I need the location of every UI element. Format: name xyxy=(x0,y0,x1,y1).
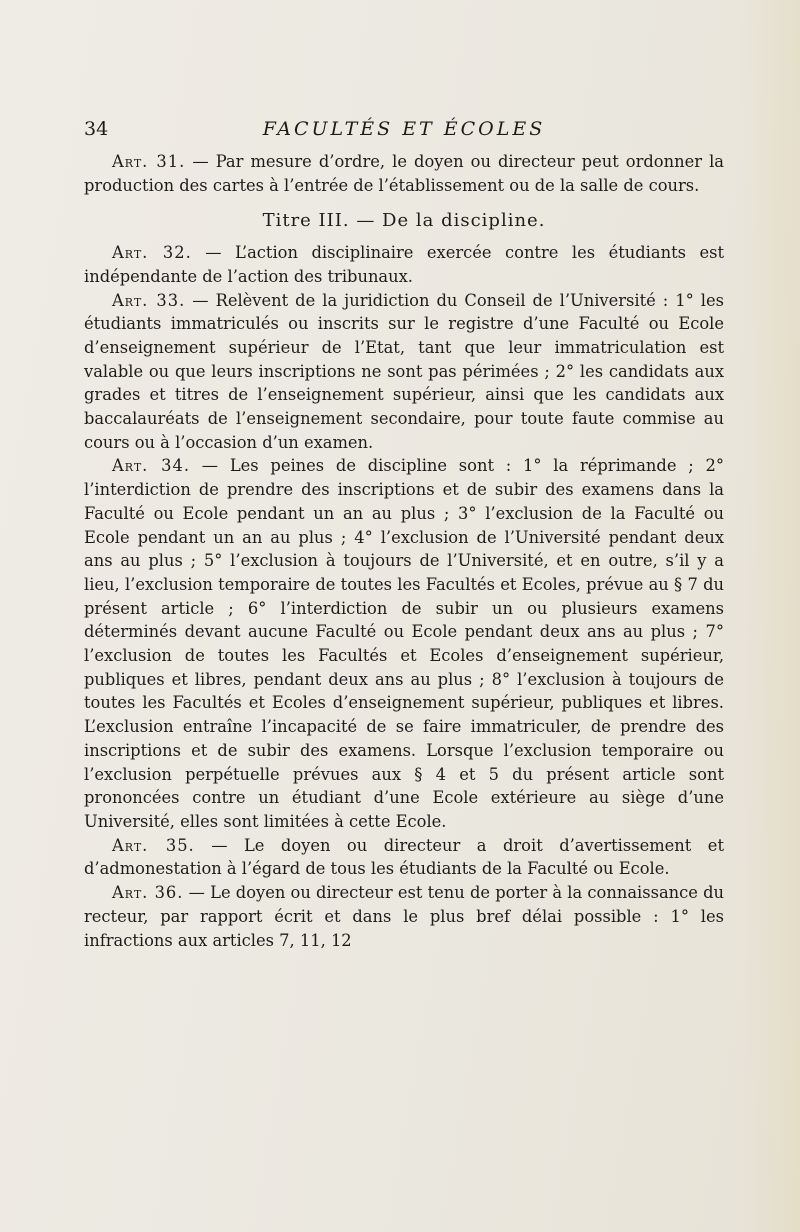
section-title: Titre III. — De la discipline. xyxy=(262,210,546,232)
article-label: Art. 31. xyxy=(112,152,186,171)
page-body xyxy=(84,150,724,952)
article-33 xyxy=(84,289,724,455)
article-text: — Par mesure d’ordre, le doyen ou directeur peut ordonner la production des cartes à l’entrée de l’établissement ou de la salle de cours. xyxy=(84,152,724,195)
article-label: Art. 35. xyxy=(112,835,195,855)
article-32 xyxy=(84,241,724,288)
article-31 xyxy=(84,150,724,197)
article-text: — Le doyen ou directeur est tenu de porter à la connaissance du recteur, par rapport écrit et dans le plus bref délai possible : 1° les infractions aux articles 7, 11, 12 xyxy=(84,883,724,950)
article-label: Art. 32. xyxy=(112,243,192,263)
page-header xyxy=(84,118,724,148)
running-title: FACULTÉS ET ÉCOLES xyxy=(262,118,546,140)
article-label: Art. 33. xyxy=(112,290,186,310)
article-text: — Relèvent de la juridiction du Conseil de l’Université : 1° les étudiants immatriculés ou inscrits sur le registre d’une Faculté ou Ecole d’enseignement supérieur de l’Etat, tant que leur immatriculation est valable ou que leurs inscriptions ne sont pas périmées ; 2° les candidats aux grades et titres de l’enseignement supérieur, ainsi que les candidats aux baccalauréats de l’enseignement secondaire, pour toute faute commise au cours ou à l’occasion d’un examen. xyxy=(84,290,724,452)
article-label: Art. 36. xyxy=(112,883,184,903)
article-text: — Le doyen ou directeur a droit d’avertissement et d’admonestation à l’égard de tous les étudiants de la Faculté ou Ecole. xyxy=(84,835,724,879)
article-36 xyxy=(84,881,724,952)
article-35 xyxy=(84,834,724,881)
article-text: — L’action disciplinaire exercée contre les étudiants est indépendante de l’action des tribunaux. xyxy=(84,243,724,286)
page-number: 34 xyxy=(84,118,109,140)
article-label: Art. 34. xyxy=(112,456,191,476)
article-text: — Les peines de discipline sont : 1° la réprimande ; 2° l’interdiction de prendre des inscriptions et de subir des examens dans la Faculté ou Ecole pendant un an au plus ; 3° l’exclusion de la Faculté ou Ecole pendant un an au plus ; 4° l’exclusion de l’Université pendant deux ans au plus ; 5° l’exclusion à toujours de l’Université, et en outre, s’il y a lieu, l’exclusion temporaire de toutes les Facultés et Ecoles, prévue au § 7 du présent article ; 6° l’interdiction de subir un ou plusieurs examens déterminés devant aucune Faculté ou Ecole pendant deux ans au plus ; 7° l’exclusion de toutes les Facultés et Ecoles d’enseignement supérieur, publiques et libres, pendant deux ans au plus ; 8° l’exclusion à toujours de toutes les Facultés et Ecoles d’enseignement supérieur, publiques et libres. L’exclusion entraîne l’incapacité de se faire immatriculer, de prendre des inscriptions et de subir des examens. Lorsque l’exclusion temporaire ou l’exclusion perpétuelle prévues aux § 4 et 5 du présent article sont prononcées contre un étudiant d’une Ecole extérieure au siège d’une Université, elles sont limitées à cette Ecole. xyxy=(84,456,724,831)
article-34 xyxy=(84,454,724,833)
